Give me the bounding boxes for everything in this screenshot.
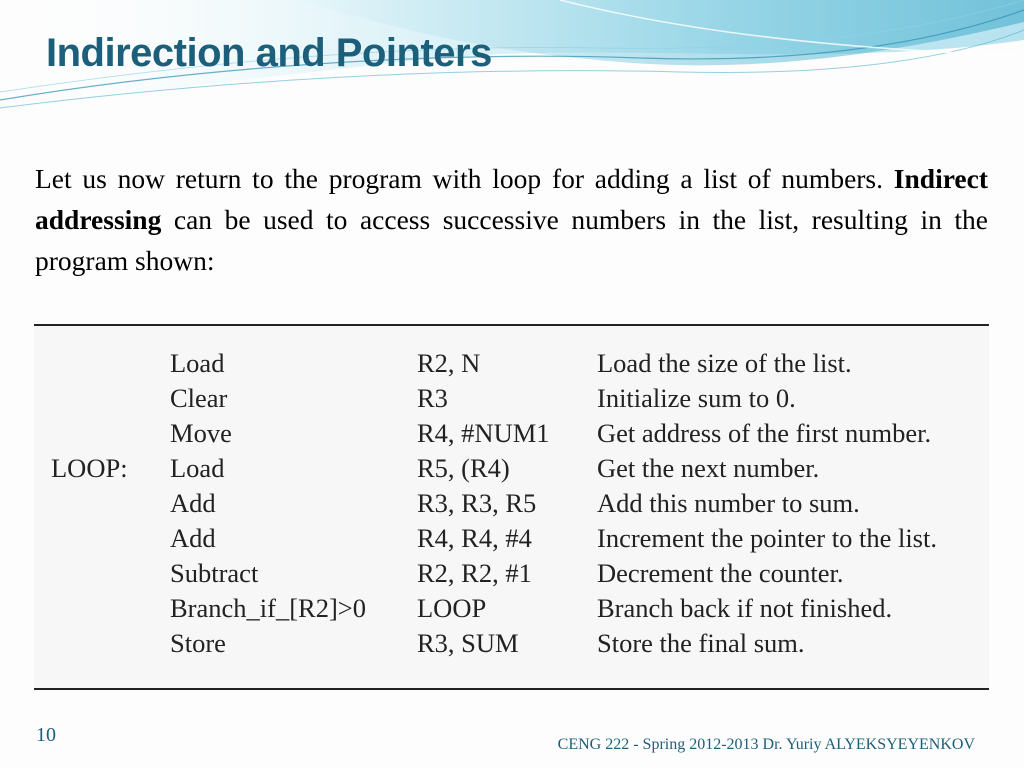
slide-number: 10 bbox=[36, 724, 56, 746]
instruction-opcode: Move bbox=[170, 418, 232, 448]
program-row bbox=[34, 591, 989, 626]
program-row bbox=[34, 346, 989, 381]
intro-text-start: Let us now return to the program with loop for adding a list of numbers. bbox=[35, 163, 894, 194]
intro-paragraph bbox=[35, 158, 988, 281]
instruction-opcode: Store bbox=[170, 628, 226, 658]
instruction-comment: Branch back if not finished. bbox=[597, 593, 893, 623]
instruction-comment: Store the final sum. bbox=[597, 628, 805, 658]
instruction-opcode: Load bbox=[170, 348, 225, 378]
instruction-comment: Add this number to sum. bbox=[597, 488, 860, 518]
instruction-opcode: Add bbox=[170, 523, 216, 553]
instruction-opcode: Subtract bbox=[170, 558, 259, 588]
instruction-operands: R2, R2, #1 bbox=[417, 558, 532, 588]
instruction-operands: R4, R4, #4 bbox=[417, 523, 532, 553]
instruction-opcode: Clear bbox=[170, 383, 228, 413]
instruction-comment: Decrement the counter. bbox=[597, 558, 844, 588]
program-row bbox=[34, 451, 989, 486]
program-row bbox=[34, 626, 989, 661]
instruction-operands: R5, (R4) bbox=[417, 453, 510, 483]
instruction-operands: R2, N bbox=[417, 348, 481, 378]
intro-bold-term: Indirect addressing bbox=[35, 163, 988, 235]
instruction-operands: R4, #NUM1 bbox=[417, 418, 550, 448]
instruction-operands: R3, SUM bbox=[417, 628, 519, 658]
instruction-opcode: Load bbox=[170, 453, 225, 483]
instruction-comment: Get address of the first number. bbox=[597, 418, 932, 448]
instruction-comment: Load the size of the list. bbox=[597, 348, 852, 378]
instruction-opcode: Add bbox=[170, 488, 216, 518]
instruction-comment: Get the next number. bbox=[597, 453, 820, 483]
instruction-operands: LOOP bbox=[417, 593, 487, 623]
program-row bbox=[34, 486, 989, 521]
instruction-comment: Increment the pointer to the list. bbox=[597, 523, 937, 553]
program-row bbox=[34, 521, 989, 556]
program-row bbox=[34, 416, 989, 451]
instruction-opcode: Branch_if_[R2]>0 bbox=[170, 593, 366, 623]
slide-title: Indirection and Pointers bbox=[46, 31, 492, 75]
instruction-label: LOOP: bbox=[51, 453, 128, 483]
instruction-operands: R3 bbox=[417, 383, 448, 413]
footer-text: CENG 222 - Spring 2012-2013 Dr. Yuriy ALYEKSYEYENKOV bbox=[557, 736, 975, 753]
instruction-comment: Initialize sum to 0. bbox=[597, 383, 796, 413]
instruction-operands: R3, R3, R5 bbox=[417, 488, 537, 518]
program-row bbox=[34, 556, 989, 591]
intro-text-end: can be used to access successive numbers in the list, resulting in the program shown: bbox=[35, 204, 988, 276]
program-listing bbox=[34, 324, 989, 690]
program-row bbox=[34, 381, 989, 416]
